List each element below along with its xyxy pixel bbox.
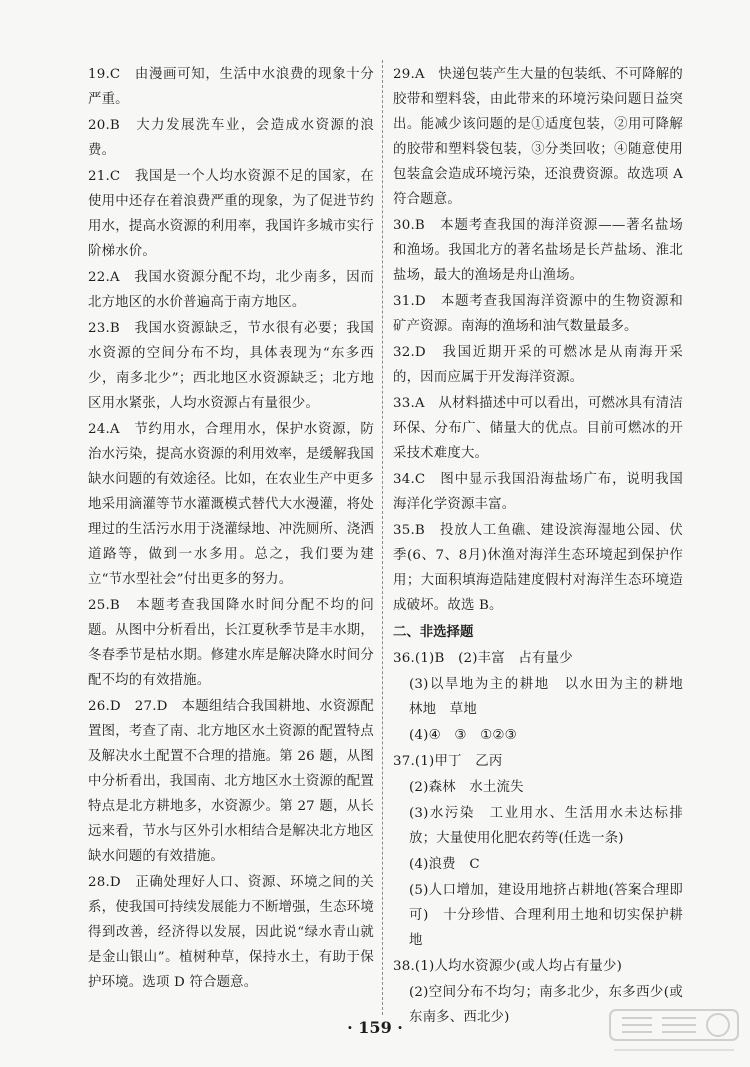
answer-32: 32.D 我国近期开采的可燃冰是从南海开采的，因而应属于开发海洋资源。	[393, 345, 683, 385]
answer-30: 30.B 本题考查我国的海洋资源——著名盐场和渔场。我国北方的著名盐场是长芦盐场、淮北盐场，最大的渔场是舟山渔场。	[393, 218, 683, 283]
answer-line: 36.(1)B (2)丰富 占有量少	[393, 651, 573, 666]
watermark-logo	[608, 1006, 742, 1062]
section-title: 二、非选择题	[393, 625, 474, 640]
answer-line: (4)浪费 C	[409, 857, 480, 872]
answer-24: 24.A 节约用水，合理用水，保护水资源，防治水污染，提高水资源的利用效率，是缓解我国缺水问题的有效途径。比如，在农业生产中更多地采用滴灌等节水灌溉模式替代大水漫灌，将处理过的生活污水用于浇灌绿地、冲洗厕所、浇洒道路等，做到一水多用。总之，我们要为建立“节水型社会”付出更多的努力。	[88, 422, 374, 587]
column-divider	[382, 60, 383, 1015]
answer-line: (2)森林 水土流失	[409, 780, 524, 795]
answer-31: 31.D 本题考查我国海洋资源中的生物资源和矿产资源。南海的渔场和油气数量最多。	[393, 294, 683, 334]
left-column	[88, 62, 374, 996]
answer-line: (3)水污染 工业用水、生活用水未达标排放；大量使用化肥农药等(任选一条)	[409, 806, 683, 846]
answer-21: 21.C 我国是一个人均水资源不足的国家，在使用中还存在着浪费严重的现象，为了促进节约用水，提高水资源的利用率，我国许多城市实行阶梯水价。	[88, 169, 374, 259]
answer-22: 22.A 我国水资源分配不均，北少南多，因而北方地区的水价普遍高于南方地区。	[88, 270, 374, 310]
answer-29: 29.A 快递包装产生大量的包装纸、不可降解的胶带和塑料袋，由此带来的环境污染问题日益突出。能减少该问题的是①适度包装，②用可降解的胶带和塑料袋包装，③分类回收；④随意使用包装盒会造成环境污染，还浪费资源。故选项 A 符合题意。	[393, 67, 683, 207]
answer-line: (4)④ ③ ①②③	[409, 728, 517, 743]
answer-26-27: 26.D 27.D 本题组结合我国耕地、水资源配置图，考查了南、北方地区水土资源的配置特点及解决水土配置不合理的措施。第 26 题，从图中分析看出，我国南、北方地区水土资源的配置特点是北方耕地多，水资源少。第 27 题，从长远来看，节水与区外引水相结合是解决北方地区缺水问题的有效措施。	[88, 699, 374, 864]
non-choice-answers	[393, 646, 697, 1030]
answer-line: 38.(1)人均水资源少(或人均占有量少)	[393, 959, 622, 974]
answer-34: 34.C 图中显示我国沿海盐场广布，说明我国海洋化学资源丰富。	[393, 472, 683, 512]
answer-33: 33.A 从材料描述中可以看出，可燃冰具有清洁环保、分布广、储量大的优点。目前可燃冰的开采技术难度大。	[393, 396, 683, 461]
answer-35: 35.B 投放人工鱼礁、建设滨海湿地公园、伏季(6、7、8月)休渔对海洋生态环境起到保护作用；大面积填海造陆建度假村对海洋生态环境造成破坏。故选 B。	[393, 523, 683, 613]
answer-line: (5)人口增加，建设用地挤占耕地(答案合理即可) 十分珍惜、合理利用土地和切实保护耕地	[409, 883, 683, 948]
right-column	[393, 62, 697, 1031]
answer-line: (2)空间分布不均匀；南多北少，东多西少(或东南多、西北少)	[409, 985, 683, 1025]
answer-28: 28.D 正确处理好人口、资源、环境之间的关系，使我国可持续发展能力不断增强，生态环境得到改善，经济得以发展，因此说“绿水青山就是金山银山”。植树种草，保持水土，有助于保护环境。选项 D 符合题意。	[88, 875, 374, 990]
page-number: · 159 ·	[347, 1018, 403, 1037]
answer-25: 25.B 本题考查我国降水时间分配不均的问题。从图中分析看出，长江夏秋季节是丰水期，冬春季节是枯水期。修建水库是解决降水时间分配不均的有效措施。	[88, 598, 374, 688]
answer-23: 23.B 我国水资源缺乏，节水很有必要；我国水资源的空间分布不均，具体表现为“东多西少，南多北少”；西北地区水资源缺乏；北方地区用水紧张，人均水资源占有量很少。	[88, 321, 374, 411]
answer-line: 37.(1)甲丁 乙丙	[393, 754, 503, 769]
answer-line: (3)以旱地为主的耕地 以水田为主的耕地 林地 草地	[409, 677, 697, 717]
answer-20: 20.B 大力发展洗车业，会造成水资源的浪费。	[88, 118, 374, 158]
answer-19: 19.C 由漫画可知，生活中水浪费的现象十分严重。	[88, 67, 374, 107]
